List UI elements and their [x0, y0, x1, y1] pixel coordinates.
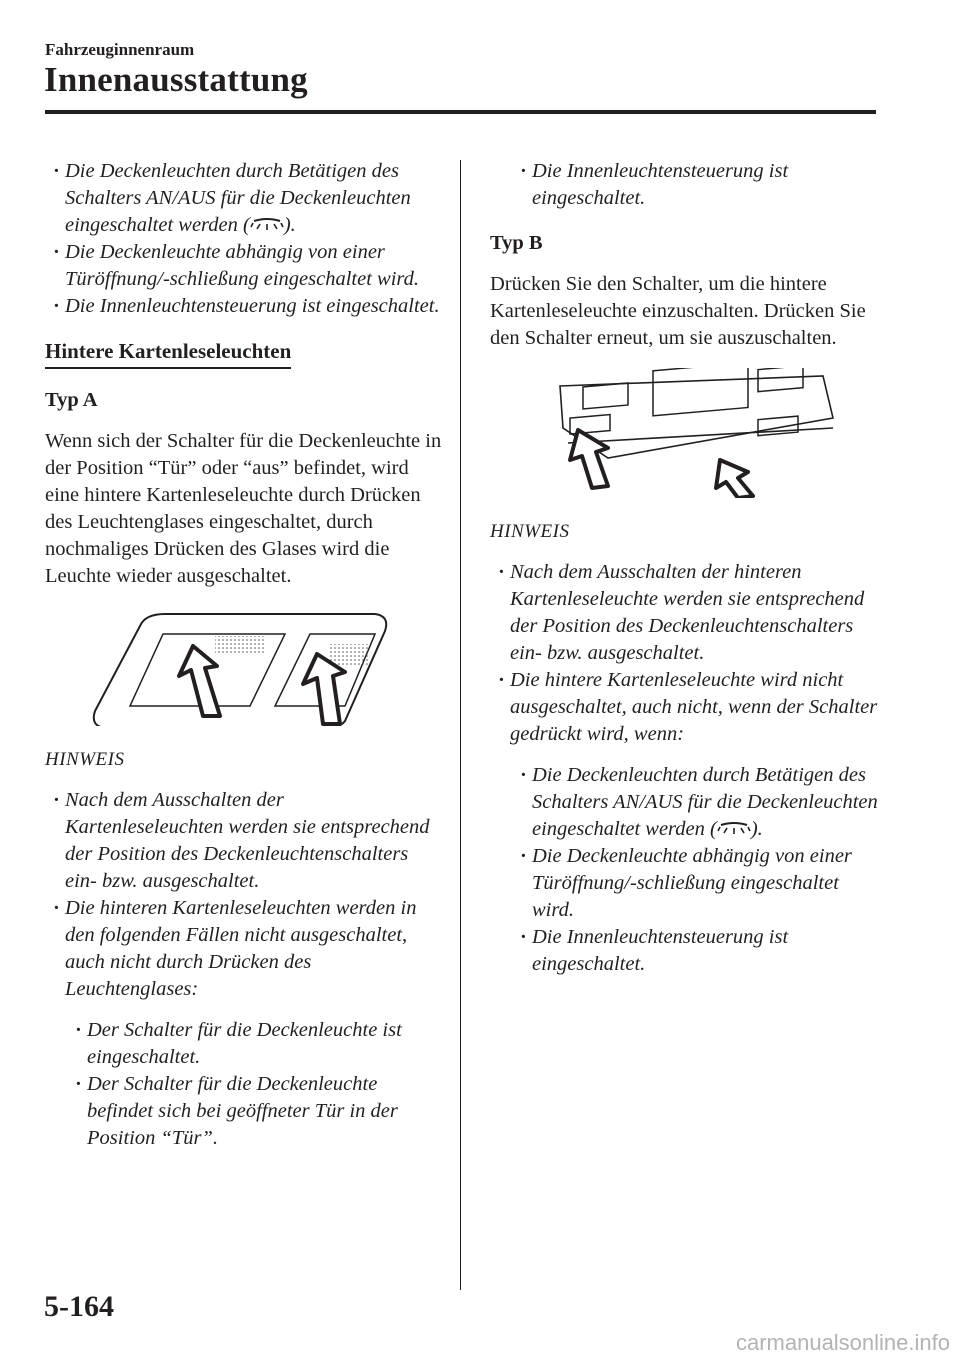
type-label: Typ B [490, 232, 543, 254]
list-item: · Die hinteren Kartenleseleuchten werden in den folgenden Fällen nicht ausgeschaltet, auch nicht durch Drücken des Leuchtenglases: [45, 895, 445, 1003]
column-divider [460, 160, 461, 1290]
list-item: · Nach dem Ausschalten der hinteren Kartenleseleuchte werden sie entsprechend der Position des Deckenleuchtenschalters ein- bzw. ausgeschaltet. [490, 559, 880, 667]
list-item: · Die Deckenleuchte abhängig von einer Türöffnung/-schließung eingeschaltet wird. [45, 239, 445, 293]
header-rule [45, 110, 876, 114]
ceiling-lamp-icon [717, 819, 751, 839]
list-item: · Die Innenleuchtensteuerung ist eingeschaltet. [45, 293, 445, 320]
right-column [490, 158, 880, 978]
section-label: Fahrzeuginnenraum [45, 40, 195, 59]
note-label: HINWEIS [45, 749, 125, 770]
paragraph: Drücken Sie den Schalter, um die hintere Kartenleseleuchte einzuschalten. Drücken Sie den Schalter erneut, um sie auszuschalten. [490, 273, 866, 349]
watermark: carmanualsonline.info [735, 1330, 950, 1355]
list-item: · Die Deckenleuchten durch Betätigen des Schalters AN/AUS für die Deckenleuchten eingeschaltet werden ( ). [45, 158, 445, 239]
arrow-icon [570, 430, 608, 488]
list-item: · Nach dem Ausschalten der Kartenleseleuchten werden sie entsprechend der Position des Deckenleuchtenschalters ein- bzw. ausgeschaltet. [45, 787, 445, 895]
note-label: HINWEIS [490, 521, 570, 542]
list-item: · Der Schalter für die Deckenleuchte befindet sich bei geöffneter Tür in der Position “Tür”. [67, 1071, 445, 1152]
list-item: · Die Deckenleuchte abhängig von einer Türöffnung/-schließung eingeschaltet wird. [512, 843, 880, 924]
list-item: · Die Innenleuchtensteuerung ist eingeschaltet. [512, 924, 880, 978]
list-item: · Die hintere Kartenleseleuchte wird nicht ausgeschaltet, auch nicht, wenn der Schalter gedrückt wird, wenn: [490, 667, 880, 748]
ceiling-lamp-icon [250, 215, 284, 235]
paragraph: Wenn sich der Schalter für die Deckenleuchte in der Position “Tür” oder “aus” befindet, wird eine hintere Kartenleseleuchte durch Drücken des Leuchtenglases eingeschaltet, durch nochmaliges Drücken des Glases wird die Leuchte wieder ausgeschaltet. [45, 430, 442, 587]
list-item: · Der Schalter für die Deckenleuchte ist eingeschaltet. [67, 1017, 445, 1071]
page-title: Innenausstattung [44, 60, 308, 99]
left-column [45, 158, 445, 1152]
section-heading: Hintere Kartenleseleuchten [45, 338, 291, 369]
figure-type-a [45, 606, 445, 726]
page-number: 5-164 [44, 1290, 114, 1323]
list-item: · Die Innenleuchtensteuerung ist eingeschaltet. [512, 158, 880, 212]
list-item: · Die Deckenleuchten durch Betätigen des Schalters AN/AUS für die Deckenleuchten eingeschaltet werden ( ). [512, 762, 880, 843]
figure-type-b [548, 368, 838, 498]
type-label: Typ A [45, 389, 98, 411]
